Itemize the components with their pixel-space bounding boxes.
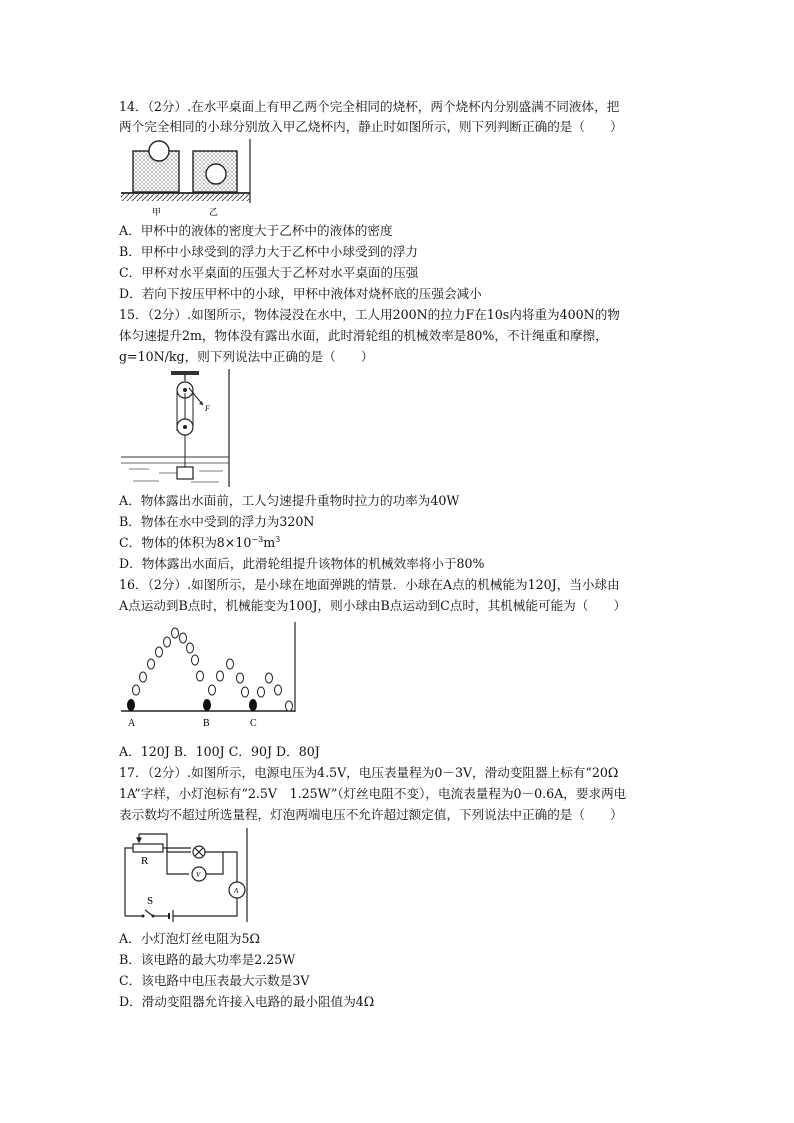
circuit-figure: [119, 828, 251, 924]
submerged-object: [177, 467, 193, 479]
point-a: [127, 699, 135, 711]
ammeter-label: A: [234, 887, 239, 895]
q14-stem-line1: 14．（2分）.在水平桌面上有甲乙两个完全相同的烧杯，两个烧杯内分别盛满不同液体，把: [119, 99, 620, 114]
q15-stem-line2: 体匀速提升2m，物体没有露出水面，此时滑轮组的机械效率是80%，不计绳重和摩擦，: [119, 328, 608, 343]
bouncing-ball-figure: [119, 622, 299, 734]
q17-stem-line3: 表示数均不超过所选量程，灯泡两端电压不允许超过额定值，下列说法中正确的是（ ）: [119, 807, 623, 822]
label-a: A: [128, 718, 136, 729]
label-jia: 甲: [152, 207, 162, 217]
q14-option-c: C．甲杯对水平桌面的压强大于乙杯对水平桌面的压强: [119, 265, 419, 280]
q15-option-d: D．物体露出水面后，此滑轮组提升该物体的机械效率将小于80%: [119, 556, 485, 571]
q17-option-c: C．该电路中电压表最大示数是3V: [119, 973, 310, 988]
point-c: [249, 699, 257, 711]
label-f: F: [205, 404, 210, 413]
q17-stem-line2: 1A”字样，小灯泡标有“2.5V 1.25W”（灯丝电阻不变），电流表量程为0－0.6A，要求两电: [119, 786, 627, 801]
voltmeter-label: V: [196, 871, 201, 879]
q15-stem-line3: g=10N/kg，则下列说法中正确的是（ ）: [119, 349, 374, 364]
label-s: S: [147, 895, 154, 907]
q17-option-d: D．滑动变阻器允许接入电路的最小阻值为4Ω: [119, 994, 375, 1009]
q14-option-d: D．若向下按压甲杯中的小球，甲杯中液体对烧杯底的压强会减小: [119, 286, 482, 301]
q14-option-b: B．甲杯中小球受到的浮力大于乙杯中小球受到的浮力: [119, 244, 418, 259]
label-r: R: [141, 855, 149, 867]
q17-option-a: A．小灯泡灯丝电阻为5Ω: [119, 931, 260, 946]
q16-stem-line1: 16．（2分）.如图所示，是小球在地面弹跳的情景．小球在A点的机械能为120J，当小球由: [119, 577, 620, 592]
q17-option-b: B．该电路的最大功率是2.25W: [119, 952, 296, 967]
q17-stem-line1: 17．（2分）.如图所示，电源电压为4.5V，电压表量程为0－3V，滑动变阻器上标有“20Ω: [119, 765, 619, 780]
q14-stem-line2: 两个完全相同的小球分别放入甲乙烧杯内，静止时如图所示，则下列判断正确的是（ ）: [119, 119, 623, 134]
label-b: B: [203, 718, 210, 729]
q15-option-b: B．物体在水中受到的浮力为320N: [119, 514, 315, 529]
q15-option-a: A．物体露出水面前，工人匀速提升重物时拉力的功率为40W: [119, 493, 460, 508]
q16-options: A．120J B．100J C．90J D．80J: [119, 744, 320, 759]
pulley-figure: [119, 369, 231, 489]
beakers-figure: [119, 139, 253, 219]
label-yi: 乙: [209, 207, 219, 217]
ball-jia: [149, 141, 169, 161]
ball-yi: [206, 164, 226, 184]
q16-stem-line2: A点运动到B点时，机械能变为100J，则小球由B点运动到C点时，其机械能可能为（ ）: [119, 598, 627, 613]
q14-option-a: A．甲杯中的液体的密度大于乙杯中的液体的密度: [119, 223, 393, 238]
point-b: [203, 699, 211, 711]
q15-stem-line1: 15．（2分）.如图所示，物体浸没在水中，工人用200N的拉力F在10s内将重为400N的物: [119, 307, 620, 322]
q15-option-c: C．物体的体积为$8\times 10^{-3}m^3$: [119, 534, 281, 550]
label-c: C: [250, 718, 257, 729]
